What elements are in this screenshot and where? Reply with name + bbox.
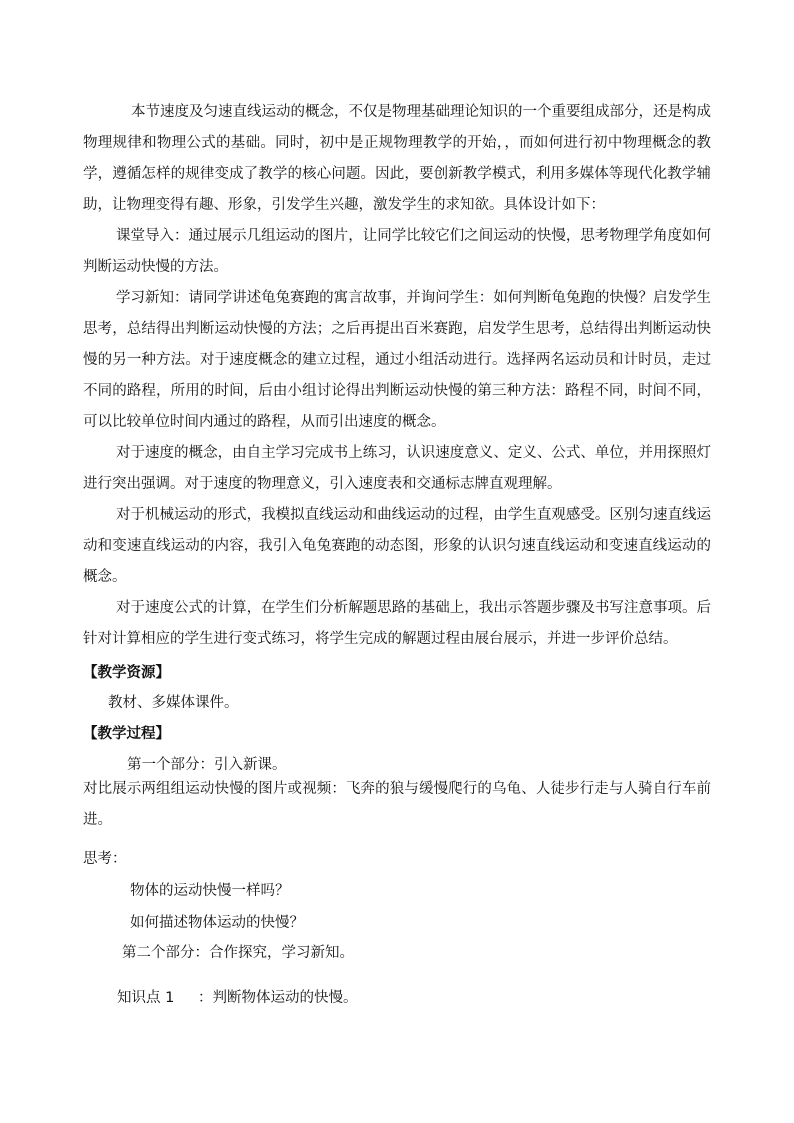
question-one: 物体的运动快慢一样吗？	[130, 883, 290, 899]
question-two: 如何描述物体运动的快慢？	[130, 915, 304, 931]
paragraph-new-knowledge: 学习新知：请同学讲述龟兔赛跑的寓言故事，并询问学生：如何判断龟兔跑的快慢？启发学生思考，总结得出判断运动快慢的方法；之后再提出百米赛跑，启发学生思考，总结得出判断运动快慢的另一种方法。对于速度概念的建立过程，通过小组活动进行。选择两名运动员和计时员，走过不同的路程，所用的时间，后由小组讨论得出判断运动快慢的第三种方法：路程不同，时间不同，可以比较单位时间内通过的路程，从而引出速度的概念。	[83, 290, 711, 430]
paragraph-intro: 本节速度及匀速直线运动的概念，不仅是物理基础理论知识的一个重要组成部分，还是构成物理规律和物理公式的基础。同时，初中是正规物理教学的开始，，而如何进行初中物理概念的教学，遵循怎样的规律变成了教学的核心问题。因此，要创新教学模式，利用多媒体等现代化教学辅助，让物理变得有趣、形象，引发学生兴趣，激发学生的求知欲。具体设计如下：	[83, 104, 711, 213]
knowledge-point-label: 知识点 1	[117, 990, 175, 1006]
knowledge-point-text: ：判断物体运动的快慢。	[198, 990, 358, 1006]
paragraph-speed-formula: 对于速度公式的计算，在学生们分析解题思路的基础上，我出示答题步骤及书写注意事项。后针对计算相应的学生进行变式练习，将学生完成的解题过程由展台展示，并进一步评价总结。	[83, 600, 711, 647]
paragraph-class-intro: 课堂导入：通过展示几组运动的图片，让同学比较它们之间运动的快慢，思考物理学角度如何判断运动快慢的方法。	[83, 228, 711, 275]
heading-teaching-resources: 【教学资源】	[83, 665, 170, 681]
resources-text: 教材、多媒体课件。	[108, 695, 239, 711]
compare-paragraph: 对比展示两组组运动快慢的图片或视频：飞奔的狼与缓慢爬行的乌龟、人徒步行走与人骑自行车前进。	[83, 781, 711, 828]
paragraph-speed-concept: 对于速度的概念，由自主学习完成书上练习，认识速度意义、定义、公式、单位，并用探照灯进行突出强调。对于速度的物理意义，引入速度表和交通标志牌直观理解。	[83, 445, 711, 492]
paragraph-mechanical-motion: 对于机械运动的形式，我模拟直线运动和曲线运动的过程，由学生直观感受。区别匀速直线运动和变速直线运动的内容，我引入龟兔赛跑的动态图，形象的认识匀速直线运动和变速直线运动的概念。	[83, 507, 711, 585]
part-two-label: 第二个部分：合作探究，学习新知。	[122, 945, 354, 961]
heading-teaching-process: 【教学过程】	[83, 726, 170, 742]
think-label: 思考：	[83, 851, 127, 867]
part-one-label: 第一个部分：引入新课。	[127, 757, 287, 773]
